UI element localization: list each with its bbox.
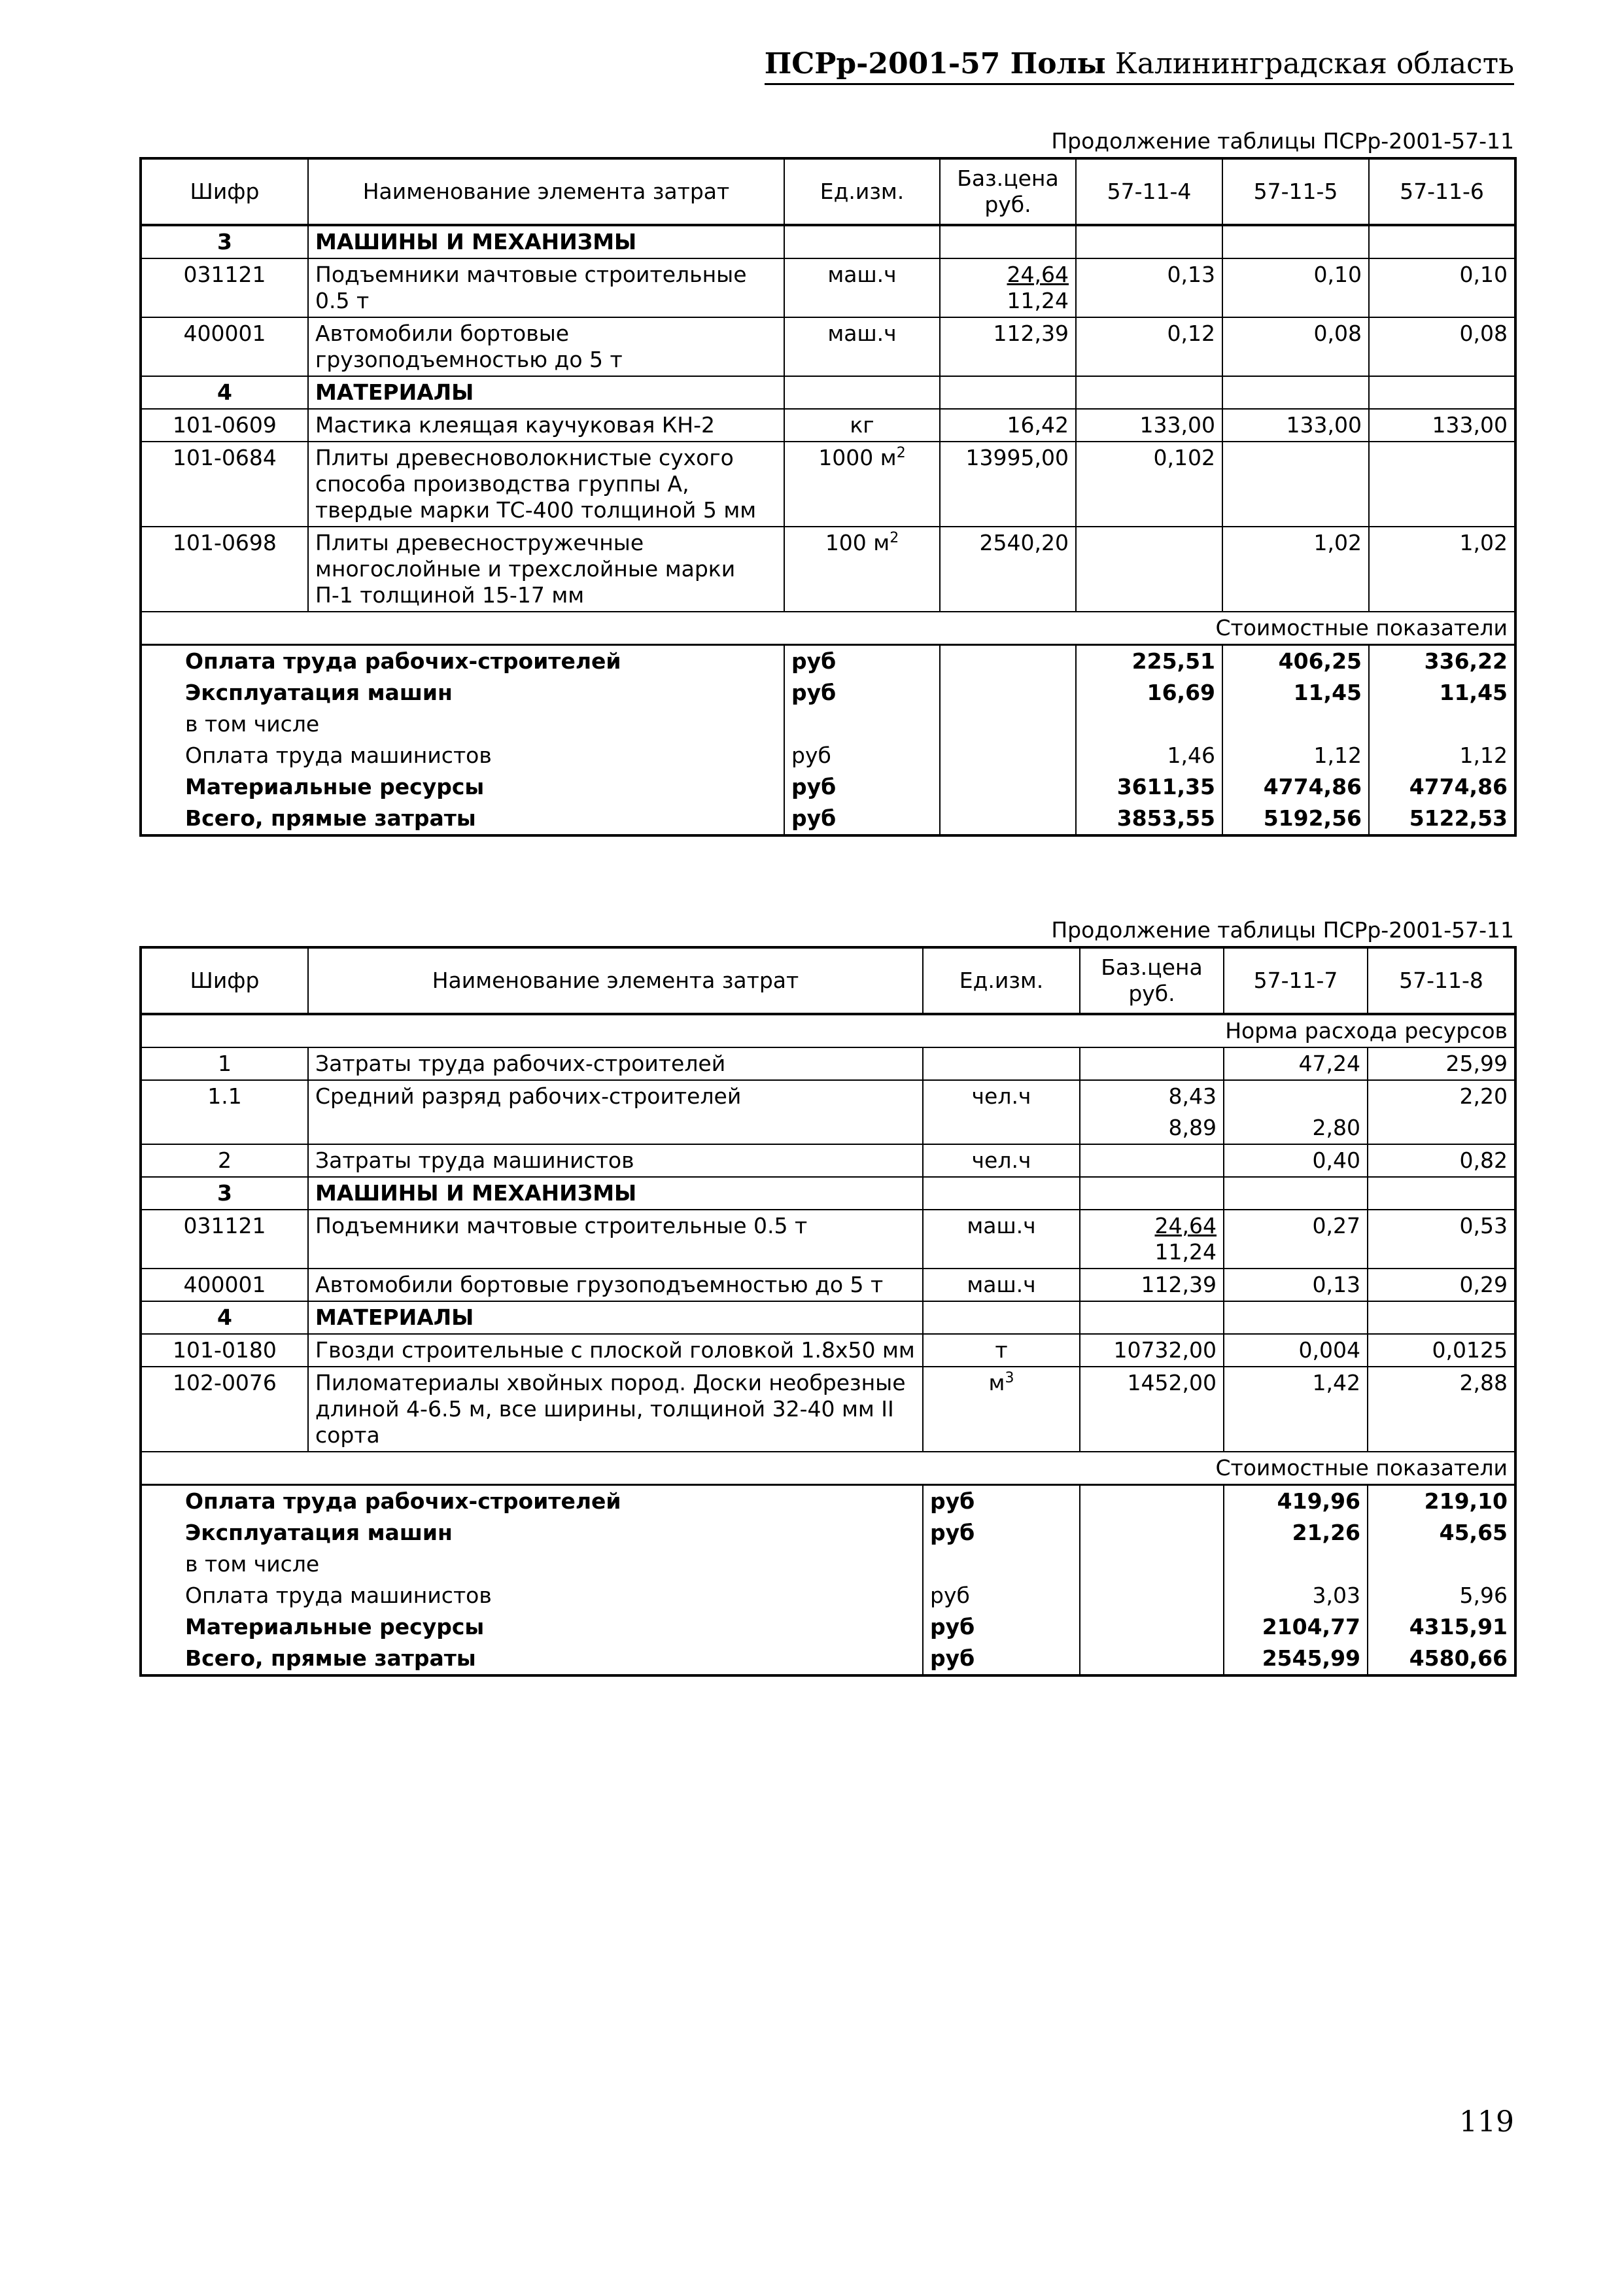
summary-value [1222, 709, 1369, 740]
section-number: 3 [141, 1177, 308, 1210]
norm-value: 0,53 [1368, 1210, 1515, 1269]
price-value-secondary: 11,24 [1007, 288, 1069, 313]
table-row [141, 1269, 1515, 1301]
price-value: 112,39 [1141, 1272, 1217, 1297]
empty-cell [1080, 1580, 1224, 1611]
resource-unit [784, 258, 940, 317]
summary-label: Эксплуатация машин [185, 1520, 453, 1545]
summary-value: 5122,53 [1369, 803, 1515, 835]
summary-value: 4315,91 [1368, 1611, 1515, 1643]
resource-name: Плиты древесноволокнистые сухого способа производства группы А, твердые марки ТС-400 толщиной 5 мм [308, 442, 784, 527]
resource-name: Подъемники мачтовые строительные 0.5 т [308, 258, 784, 317]
page-number: 119 [1459, 2105, 1514, 2139]
summary-label: Оплата труда рабочих-строителей [185, 1488, 621, 1514]
summary-label: Всего, прямые затраты [185, 1645, 476, 1671]
base-price [1080, 1367, 1224, 1452]
resource-code: 031121 [141, 258, 308, 317]
norm-value: 1,42 [1224, 1367, 1368, 1452]
norm-value: 0,13 [1076, 258, 1222, 317]
base-price [940, 258, 1076, 317]
section-title: МАШИНЫ И МЕХАНИЗМЫ [308, 225, 784, 258]
norm-value [1368, 1112, 1515, 1144]
summary-value: 1,12 [1222, 740, 1369, 771]
empty-cell [940, 771, 1076, 803]
base-price [1080, 1047, 1224, 1080]
norm-value: 0,08 [1369, 317, 1515, 376]
table-row [141, 1112, 1515, 1144]
document-code: ПСРр-2001-57 Полы [764, 47, 1106, 80]
summary-unit: руб [784, 740, 940, 771]
empty-cell [1368, 1177, 1515, 1210]
resource-name: Средний разряд рабочих-строителей [308, 1080, 923, 1112]
empty-cell [940, 677, 1076, 709]
summary-value: 16,69 [1076, 677, 1222, 709]
norm-title: Норма расхода ресурсов [141, 1014, 1515, 1047]
col-header-name: Наименование элемента затрат [308, 947, 923, 1014]
unit-superscript: 2 [896, 445, 906, 461]
summary-row [141, 771, 1515, 803]
summary-title-row [141, 1452, 1515, 1485]
col-header-57-11-5: 57-11-5 [1222, 158, 1369, 225]
resource-code: 400001 [141, 1269, 308, 1301]
norm-value: 0,82 [1368, 1144, 1515, 1177]
resource-code: 031121 [141, 1210, 308, 1269]
unit-text: маш.ч [967, 1213, 1036, 1238]
col-header-code: Шифр [141, 158, 308, 225]
summary-value: 336,22 [1369, 645, 1515, 678]
table-row [141, 527, 1515, 612]
resource-code: 400001 [141, 317, 308, 376]
resource-unit: чел.ч [923, 1144, 1080, 1177]
summary-unit: руб [923, 1611, 1080, 1643]
norm-value: 0,13 [1224, 1269, 1368, 1301]
summary-value: 2104,77 [1224, 1611, 1368, 1643]
summary-title: Стоимостные показатели [141, 612, 1515, 645]
norm-value: 2,88 [1368, 1367, 1515, 1452]
norm-value [1369, 442, 1515, 527]
summary-label: Материальные ресурсы [185, 774, 485, 799]
norm-value [1224, 1080, 1368, 1112]
empty-cell [1076, 225, 1222, 258]
col-header-name: Наименование элемента затрат [308, 158, 784, 225]
empty-cell [923, 1301, 1080, 1334]
resource-code: 102-0076 [141, 1367, 308, 1452]
price-value: 24,64 [1007, 262, 1069, 287]
empty-cell [1368, 1301, 1515, 1334]
summary-value: 2545,99 [1224, 1643, 1368, 1675]
section-number: 4 [141, 376, 308, 409]
unit-text: маш.ч [827, 262, 897, 287]
unit-text: 1000 м [818, 445, 897, 470]
summary-row [141, 709, 1515, 740]
unit-text: м [988, 1370, 1005, 1395]
table-row [141, 1334, 1515, 1367]
table-row [141, 409, 1515, 442]
empty-cell [1224, 1177, 1368, 1210]
table-row [141, 442, 1515, 527]
base-price [1080, 1334, 1224, 1367]
norm-value: 0,12 [1076, 317, 1222, 376]
section-title: МАТЕРИАЛЫ [308, 376, 784, 409]
section-header-row [141, 1177, 1515, 1210]
summary-value: 225,51 [1076, 645, 1222, 678]
price-value: 1452,00 [1127, 1370, 1217, 1395]
price-value: 13995,00 [965, 445, 1069, 470]
section-header-row [141, 376, 1515, 409]
summary-value: 406,25 [1222, 645, 1369, 678]
resource-unit [784, 527, 940, 612]
summary-value: 5,96 [1368, 1580, 1515, 1611]
base-price [1080, 1210, 1224, 1269]
empty-cell [1369, 376, 1515, 409]
unit-text: кг [850, 412, 874, 438]
summary-value: 1,46 [1076, 740, 1222, 771]
norm-value: 1,02 [1222, 527, 1369, 612]
table-header-row [141, 158, 1515, 225]
section-title: МАТЕРИАЛЫ [308, 1301, 923, 1334]
section-number: 3 [141, 225, 308, 258]
empty-cell [1080, 1549, 1224, 1580]
norm-value: 25,99 [1368, 1047, 1515, 1080]
summary-value [1224, 1549, 1368, 1580]
continuation-label-2: Продолжение таблицы ПСРр-2001-57-11 [1051, 917, 1514, 943]
norm-value [1222, 442, 1369, 527]
summary-unit: руб [923, 1580, 1080, 1611]
summary-value [1369, 709, 1515, 740]
summary-value: 219,10 [1368, 1485, 1515, 1518]
summary-unit: руб [923, 1517, 1080, 1549]
empty-cell [940, 376, 1076, 409]
norm-value: 133,00 [1076, 409, 1222, 442]
summary-value: 45,65 [1368, 1517, 1515, 1549]
resource-code: 1 [141, 1047, 308, 1080]
resource-unit [784, 442, 940, 527]
norm-value: 0,10 [1369, 258, 1515, 317]
summary-unit: руб [784, 803, 940, 835]
summary-unit [923, 1549, 1080, 1580]
col-header-57-11-6: 57-11-6 [1369, 158, 1515, 225]
resource-unit [923, 1112, 1080, 1144]
summary-row [141, 1611, 1515, 1643]
base-price [1080, 1269, 1224, 1301]
empty-cell [1080, 1611, 1224, 1643]
summary-row [141, 740, 1515, 771]
base-price: 8,43 [1080, 1080, 1224, 1112]
price-value-secondary: 11,24 [1154, 1239, 1217, 1265]
norm-value: 133,00 [1222, 409, 1369, 442]
resource-unit [923, 1210, 1080, 1269]
summary-value [1368, 1549, 1515, 1580]
summary-label: Эксплуатация машин [185, 680, 453, 705]
resource-name: Плиты древесностружечные многослойные и трехслойные марки П-1 толщиной 15-17 мм [308, 527, 784, 612]
norm-value: 0,40 [1224, 1144, 1368, 1177]
summary-unit: руб [784, 677, 940, 709]
summary-label: Оплата труда машинистов [185, 743, 492, 768]
empty-cell [784, 225, 940, 258]
col-header-57-11-7: 57-11-7 [1224, 947, 1368, 1014]
unit-text: маш.ч [967, 1272, 1036, 1297]
resource-name: Автомобили бортовые грузоподъемностью до 5 т [308, 1269, 923, 1301]
base-price [940, 442, 1076, 527]
empty-cell [1222, 376, 1369, 409]
empty-cell [1222, 225, 1369, 258]
col-header-57-11-4: 57-11-4 [1076, 158, 1222, 225]
norm-value: 0,102 [1076, 442, 1222, 527]
resource-code: 101-0180 [141, 1334, 308, 1367]
col-header-code: Шифр [141, 947, 308, 1014]
resource-name: Затраты труда машинистов [308, 1144, 923, 1177]
price-value: 2540,20 [979, 530, 1069, 555]
summary-value: 4580,66 [1368, 1643, 1515, 1675]
table-row [141, 1080, 1515, 1112]
table-row [141, 1367, 1515, 1452]
col-header-unit: Ед.изм. [784, 158, 940, 225]
section-header-row [141, 1301, 1515, 1334]
norm-value: 0,0125 [1368, 1334, 1515, 1367]
summary-value: 3,03 [1224, 1580, 1368, 1611]
summary-unit: руб [923, 1643, 1080, 1675]
col-header-unit: Ед.изм. [923, 947, 1080, 1014]
empty-cell [1080, 1517, 1224, 1549]
summary-row [141, 1549, 1515, 1580]
empty-cell [1076, 376, 1222, 409]
resource-table-1 [139, 157, 1517, 837]
col-header-price: Баз.цена руб. [1080, 947, 1224, 1014]
resource-unit [784, 317, 940, 376]
resource-name: Мастика клеящая каучуковая КН-2 [308, 409, 784, 442]
document-region: Калининградская область [1114, 47, 1514, 80]
base-price [1080, 1144, 1224, 1177]
empty-cell [940, 225, 1076, 258]
summary-value: 21,26 [1224, 1517, 1368, 1549]
resource-unit [923, 1367, 1080, 1452]
table-row [141, 317, 1515, 376]
resource-code: 101-0609 [141, 409, 308, 442]
resource-unit: чел.ч [923, 1080, 1080, 1112]
summary-value: 419,96 [1224, 1485, 1368, 1518]
resource-code [141, 1112, 308, 1144]
norm-value: 0,004 [1224, 1334, 1368, 1367]
norm-value: 0,08 [1222, 317, 1369, 376]
summary-label: Всего, прямые затраты [185, 805, 476, 831]
empty-cell [1080, 1485, 1224, 1518]
resource-code: 1.1 [141, 1080, 308, 1112]
col-header-57-11-8: 57-11-8 [1368, 947, 1515, 1014]
summary-value: 11,45 [1222, 677, 1369, 709]
summary-unit: руб [784, 771, 940, 803]
resource-unit [784, 409, 940, 442]
unit-text: т [995, 1337, 1008, 1363]
base-price [940, 409, 1076, 442]
col-header-price: Баз.цена руб. [940, 158, 1076, 225]
empty-cell [940, 709, 1076, 740]
table-row [141, 1210, 1515, 1269]
price-value: 24,64 [1154, 1213, 1217, 1238]
summary-unit: руб [923, 1485, 1080, 1518]
empty-cell [1224, 1301, 1368, 1334]
table-row [141, 1047, 1515, 1080]
continuation-label-1: Продолжение таблицы ПСРр-2001-57-11 [1051, 128, 1514, 154]
resource-name: Пиломатериалы хвойных пород. Доски необрезные длиной 4-6.5 м, все ширины, толщиной 32-40 мм II сорта [308, 1367, 923, 1452]
empty-cell [1080, 1301, 1224, 1334]
section-title: МАШИНЫ И МЕХАНИЗМЫ [308, 1177, 923, 1210]
summary-value [1076, 709, 1222, 740]
resource-name: Подъемники мачтовые строительные 0.5 т [308, 1210, 923, 1269]
norm-title-row [141, 1014, 1515, 1047]
summary-label: Оплата труда рабочих-строителей [185, 648, 621, 674]
resource-code: 101-0684 [141, 442, 308, 527]
summary-title-row [141, 612, 1515, 645]
summary-value: 3853,55 [1076, 803, 1222, 835]
empty-cell [784, 376, 940, 409]
resource-unit [923, 1047, 1080, 1080]
summary-row [141, 1517, 1515, 1549]
resource-code: 101-0698 [141, 527, 308, 612]
table-row [141, 1144, 1515, 1177]
base-price [940, 527, 1076, 612]
base-price [940, 317, 1076, 376]
price-value: 10732,00 [1113, 1337, 1217, 1363]
base-price: 8,89 [1080, 1112, 1224, 1144]
resource-unit [923, 1269, 1080, 1301]
summary-value: 3611,35 [1076, 771, 1222, 803]
price-value: 112,39 [993, 321, 1069, 346]
resource-unit [923, 1334, 1080, 1367]
empty-cell [940, 803, 1076, 835]
norm-value: 0,10 [1222, 258, 1369, 317]
summary-value: 1,12 [1369, 740, 1515, 771]
summary-label: в том числе [185, 1551, 320, 1577]
table-row [141, 258, 1515, 317]
summary-value: 4774,86 [1222, 771, 1369, 803]
summary-value: 4774,86 [1369, 771, 1515, 803]
empty-cell [940, 645, 1076, 678]
price-value: 16,42 [1007, 412, 1069, 438]
resource-code: 2 [141, 1144, 308, 1177]
empty-cell [923, 1177, 1080, 1210]
summary-label: в том числе [185, 711, 320, 737]
norm-value [1076, 527, 1222, 612]
norm-value: 47,24 [1224, 1047, 1368, 1080]
resource-name [308, 1112, 923, 1144]
norm-value: 2,20 [1368, 1080, 1515, 1112]
unit-superscript: 2 [890, 530, 899, 546]
summary-value: 5192,56 [1222, 803, 1369, 835]
unit-superscript: 3 [1005, 1370, 1014, 1386]
unit-text: маш.ч [827, 321, 897, 346]
summary-row [141, 1643, 1515, 1675]
page-header [765, 47, 1514, 85]
empty-cell [1080, 1643, 1224, 1675]
summary-unit [784, 709, 940, 740]
summary-row [141, 1580, 1515, 1611]
summary-row [141, 1485, 1515, 1518]
empty-cell [1080, 1177, 1224, 1210]
summary-row [141, 677, 1515, 709]
empty-cell [1369, 225, 1515, 258]
summary-label: Материальные ресурсы [185, 1614, 485, 1639]
norm-value: 133,00 [1369, 409, 1515, 442]
resource-name: Гвозди строительные с плоской головкой 1.8x50 мм [308, 1334, 923, 1367]
summary-unit: руб [784, 645, 940, 678]
table-header-row [141, 947, 1515, 1014]
summary-value: 11,45 [1369, 677, 1515, 709]
norm-value: 0,29 [1368, 1269, 1515, 1301]
section-number: 4 [141, 1301, 308, 1334]
resource-table-2 [139, 946, 1517, 1677]
unit-text: 100 м [825, 530, 890, 555]
summary-row [141, 645, 1515, 678]
resource-name: Затраты труда рабочих-строителей [308, 1047, 923, 1080]
norm-value: 0,27 [1224, 1210, 1368, 1269]
summary-title: Стоимостные показатели [141, 1452, 1515, 1485]
empty-cell [940, 740, 1076, 771]
norm-value: 2,80 [1224, 1112, 1368, 1144]
section-header-row [141, 225, 1515, 258]
resource-name: Автомобили бортовые грузоподъемностью до 5 т [308, 317, 784, 376]
norm-value: 1,02 [1369, 527, 1515, 612]
summary-row [141, 803, 1515, 835]
summary-label: Оплата труда машинистов [185, 1583, 492, 1608]
